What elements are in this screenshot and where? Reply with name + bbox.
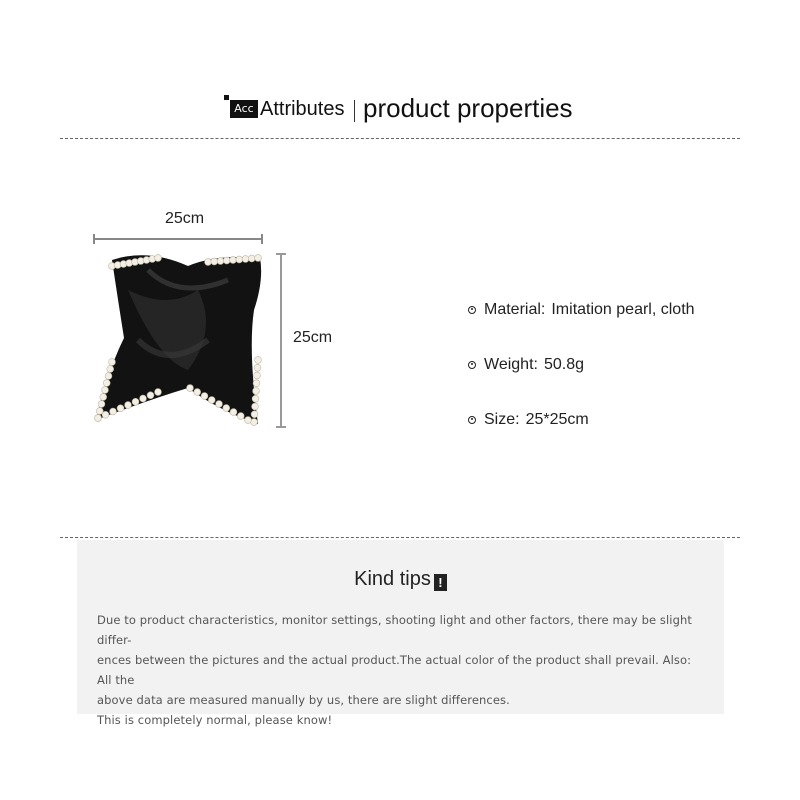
pearl-bead: [252, 403, 259, 410]
page-title: product properties: [363, 93, 573, 123]
tips-title: Kind tips: [354, 568, 431, 590]
pearl-bead: [211, 258, 218, 265]
section-header: [0, 92, 800, 132]
pearl-bead: [132, 398, 139, 405]
pearl-bead: [95, 415, 102, 422]
pearl-bead: [223, 257, 230, 264]
tips-body: [97, 610, 707, 730]
pearl-bead: [205, 259, 212, 266]
property-key: Weight:: [484, 355, 538, 373]
pearl-bead: [254, 364, 261, 371]
height-dimension-label: 25cm: [293, 329, 333, 346]
pearl-bead: [96, 408, 103, 415]
tips-heading: [77, 568, 724, 591]
pearl-bead: [217, 258, 224, 265]
pearl-bead: [216, 401, 223, 408]
pearl-bead: [102, 387, 109, 394]
pearl-bead: [208, 397, 215, 404]
header-attributes-label: Attributes: [260, 98, 345, 120]
property-key: Material:: [484, 300, 546, 318]
pearl-bead: [245, 417, 252, 424]
tips-line: This is completely normal, please know!: [97, 713, 333, 727]
pearl-bead: [125, 402, 132, 409]
pearl-bead: [117, 405, 124, 412]
bottom-divider: [60, 537, 740, 538]
pearl-bead: [110, 408, 117, 415]
pearl-bead: [237, 413, 244, 420]
header-separator: [354, 100, 355, 122]
pearl-bead: [155, 389, 162, 396]
pearl-bead: [254, 372, 261, 379]
pearl-bead: [248, 255, 255, 262]
product-image-pearl-scarf: [88, 250, 268, 430]
pearl-bead: [242, 256, 249, 263]
pearl-bead: [253, 380, 260, 387]
pearl-bead: [251, 411, 258, 418]
pearl-bead: [223, 405, 230, 412]
pearl-bead: [201, 393, 208, 400]
property-value: 50.8g: [543, 355, 584, 373]
radio-dot-icon: [468, 361, 476, 369]
pearl-bead: [187, 385, 194, 392]
width-dimension-label: 25cm: [165, 210, 205, 227]
pearl-bead: [194, 389, 201, 396]
pearl-bead: [105, 373, 112, 380]
tips-line: ences between the pictures and the actual product.The actual color of the product shall prevail. Also: All the: [97, 653, 692, 687]
pearl-bead: [255, 255, 262, 262]
property-key: Size:: [484, 410, 520, 428]
header-dot-icon: [224, 95, 229, 100]
pearl-bead: [140, 395, 147, 402]
pearl-bead: [236, 256, 243, 263]
pearl-bead: [107, 366, 114, 373]
property-value: 25*25cm: [525, 410, 589, 428]
radio-dot-icon: [468, 416, 476, 424]
pearl-bead: [100, 394, 107, 401]
property-value: Imitation pearl, cloth: [551, 300, 695, 318]
radio-dot-icon: [468, 306, 476, 314]
property-row-weight: [468, 337, 695, 392]
header-badge: Acc: [230, 100, 258, 118]
pearl-bead: [103, 380, 110, 387]
width-dimension-line: [93, 238, 263, 240]
property-row-size: [468, 392, 695, 447]
pearl-bead: [253, 388, 260, 395]
property-row-material: [468, 282, 695, 337]
pearl-bead: [147, 392, 154, 399]
pearl-bead: [230, 257, 237, 264]
pearl-bead: [255, 357, 262, 364]
properties-list: [468, 282, 695, 447]
tips-line: Due to product characteristics, monitor settings, shooting light and other factors, there may be slight differ-: [97, 613, 692, 647]
pearl-bead: [98, 401, 105, 408]
pearl-bead: [230, 409, 237, 416]
pearl-bead: [252, 395, 259, 402]
top-divider: [60, 138, 740, 139]
exclamation-icon: !: [434, 574, 447, 591]
pearl-bead: [155, 255, 162, 262]
height-dimension-line: [280, 253, 282, 428]
pearl-bead: [109, 359, 116, 366]
kind-tips-panel: [77, 540, 724, 727]
tips-line: above data are measured manually by us, there are slight differences.: [97, 693, 510, 707]
